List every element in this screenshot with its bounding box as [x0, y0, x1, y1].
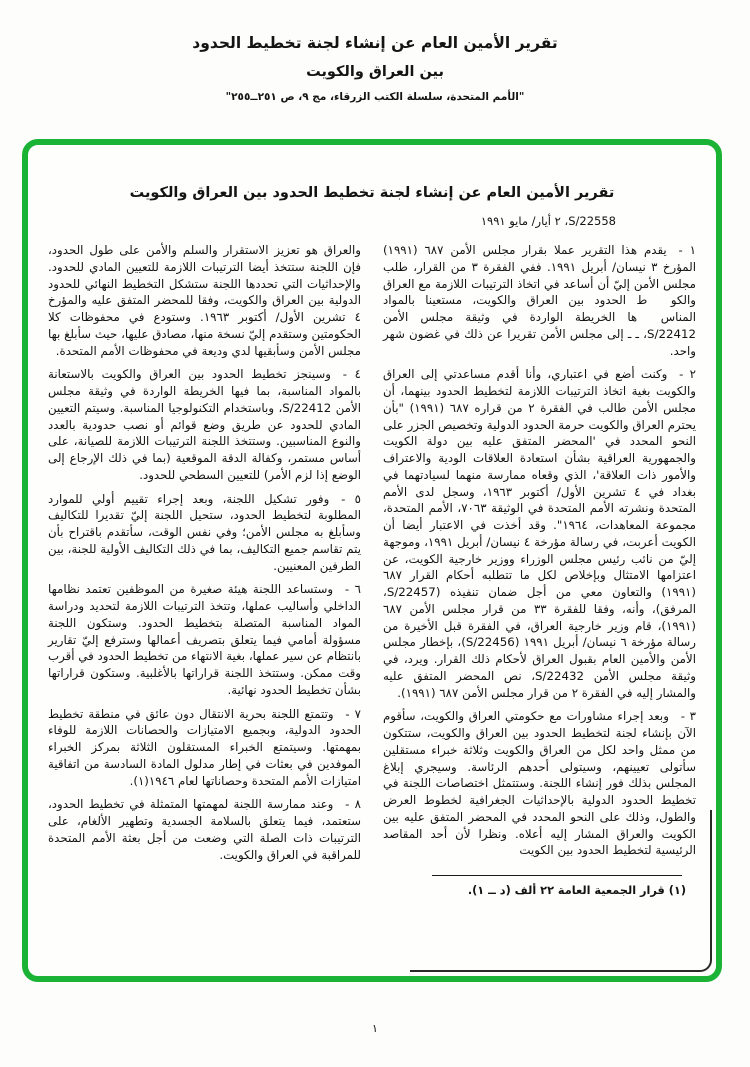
paragraph-6: ٦ - وستساعد اللجنة هيئة صغيرة من الموظفين تعتمد نظامها الداخلي وأساليب عملها، وتتخذ الترتيبات اللازمة لتحديد ودراسة المواد المناسبة المتصلة بتخطيط الحدود. وستكون اللجنة مسؤولة أمامي فيما يتعلق بتصريف أعمالها وسترفع إليّ تقارير بانتظام عن سير عملها، بغية الانتهاء من تخطيط الحدود في أقرب وقت ممكن. وستتخذ اللجنة قراراتها بالأغلبية. وستكون قراراتها بشأن تخطيط الحدود نهائية. — [48, 582, 361, 697]
highlight-border-box — [22, 139, 722, 982]
page-number: ١ — [372, 1022, 378, 1035]
footnote-text: (١) قرار الجمعية العامة ٢٢ ألف (د ــ ١). — [467, 884, 686, 897]
paragraph-3: ٣ - وبعد إجراء مشاورات مع حكومتي العراق والكويت، سأقوم الآن بإنشاء لجنة لتخطيط الحدود بين العراق والكويت، ستتكون من ممثل واحد لكل من العراق والكويت وثلاثة خبراء مستقلين سأتولى تعيينهم، وسيتولى أحدهم الرئاسة. وسيجري إبلاغ المجلس بذلك فور إنشاء اللجنة. وستتمثل اختصاصات اللجنة في تخطيط الحدود الدولية بالإحداثيات الجغرافية لخطوط العرض والطول، وذلك على النحو المحدد في المحضر المتفق عليه بين الكويت والعراق المشار إليه أعلاه. ونظرا لأن أحد المقاصد الرئيسية لتخطيط الحدود بين الكويت — [383, 709, 696, 858]
two-column-text — [28, 228, 716, 906]
page-header — [0, 34, 750, 103]
column-right — [383, 242, 696, 906]
paragraph-7: ٧ - وتتمتع اللجنة بحرية الانتقال دون عائق في منطقة تخطيط الحدود الدولية، وبجميع الامتيازات والحصانات اللازمة للوفاء بمهمتها. وسيتمتع الخبراء المستقلون الثلاثة بمركز الخبراء الموفدين في بعثات في إطار مدلول المادة السادسة من اتفاقية امتيازات الأمم المتحدة وحصاناتها لعام ١٩٤٦(١). — [48, 706, 361, 788]
paragraph-2: ٢ - وكنت أضع في اعتباري، وأنا أقدم مساعدتي إلى العراق والكويت بغية اتخاذ الترتيبات اللازمة لتخطيط الحدود بينهما، أن مجلس الأمن طالب في الفقرة ٢ من قراره ٦٨٧ (١٩٩١) "بأن يحترم العراق والكويت حرمة الحدود الدولية وتخصيص الجزر على النحو المحدد في 'المحضر المتفق عليه بين دولة الكويت والجمهورية العراقية بشأن استعادة العلاقات الودية والاعتراف والأمور ذات العلاقة'، الذي وقعاه ممارسة منهما لسيادتهما في بغداد في ٤ تشرين الأول/ أكتوبر ١٩٦٣، وسجل لدى الأمم المتحدة ونشرته الأمم المتحدة في الوثيقة ٧٠٦٣، الأمم المتحدة، مجموعة المعاهدات، ١٩٦٤". وقد أخذت في الاعتبار أيضا أن الكويت أعربت، في رسالة مؤرخة ٤ نيسان/ أبريل ١٩٩١، وموجهة إليّ من نائب رئيس مجلس الوزراء ووزير خارجية الكويت، عن اعتزامها الامتثال وبإخلاص لكل ما تتطلبه أحكام القرار ٦٨٧ (١٩٩١) والتعاون معي من أجل ضمان تنفيذه (S/22457، المرفق)، وأنه، وفقا للفقرة ٣٣ من قرار مجلس الأمن ٦٨٧ (١٩٩١)، قام وزير خارجية العراق، في الفقرة قبل الأخيرة من رسالة مؤرخة ٦ نيسان/ أبريل ١٩٩١ (S/22456)، بإخطار مجلس الأمن والأمين العام بقبول العراق لأحكام ذلك القرار. ويرد، في وثيقة مجلس الأمن S/22432، نص المحضر المتفق عليه والمشار إليه في الفقرة ٢ من قرار مجلس الأمن ٦٨٧ (١٩٩١). — [383, 367, 697, 700]
document-title: تقرير الأمين العام عن إنشاء لجنة تخطيط الحدود بين العراق والكويت — [129, 185, 615, 201]
paragraph-5: ٥ - وفور تشكيل اللجنة، وبعد إجراء تقييم أولي للموارد المطلوبة لتخطيط الحدود، ستحيل اللجنة إليّ تقديرا للتكاليف وسأبلغ به مجلس الأمن؛ وفي نفس الوقت، سأتقدم باقتراح بأن يتم تقاسم جميع التكاليف، بما في ذلك التكاليف الأولية للجنة، بين الطرفين المعنيين. — [48, 491, 361, 573]
paragraph-8: ٨ - وعند ممارسة اللجنة لمهمتها المتمثلة في تخطيط الحدود، ستعتمد، فيما يتعلق بالسلامة الجسدية وتطهير الألغام، على الترتيبات ذات الصلة التي وضعت من أجل بعثة الأمم المتحدة للمراقبة في العراق والكويت. — [48, 797, 361, 862]
report-title-line2: بين العراق والكويت — [306, 64, 444, 80]
report-title-line1: تقرير الأمين العام عن إنشاء لجنة تخطيط الحدود — [192, 34, 558, 52]
paragraph-4: ٤ - وسينجز تخطيط الحدود بين العراق والكويت بالاستعانة بالمواد المناسبة، بما فيها الخريطة الواردة في وثيقة مجلس الأمن S/22412، وباستخدام التكنولوجيا المناسبة. وسيتم التعيين المادي للحدود عن طريق وضع قوائم أو نصب حدودية بالعدد والنوع المناسبين. وستتخذ اللجنة الترتيبات اللازمة للصيانة، على أساس مستمر، وكفالة الدقة الموقعية (بما في ذلك الإرجاع إلى الوضع إذا لزم الأمر) للتعيين السطحي للحدود. — [48, 367, 362, 482]
footnote-separator-rule — [432, 875, 682, 876]
document-symbol-and-date: S/22558، ٢ أيار/ مايو ١٩٩١ — [480, 214, 616, 228]
paragraph-1: ١ - يقدم هذا التقرير عملا بقرار مجلس الأمن ٦٨٧ (١٩٩١) المؤرخ ٣ نيسان/ أبريل ١٩٩١. ففي الفقرة ٣ من القرار، طلب مجلس الأمن إليّ أن أساعد في اتخاذ الترتيبات اللازمة مع العراق والكو ط الحدود بين العراق والكويت، مستعينا بالمواد المناس ها الخريطة الواردة في وثيقة مجلس الأمن S/22412، ـ ـ إلى مجلس الأمن تقريرا عن ذلك في غضون شهر واحد. — [383, 243, 696, 358]
footnote-block — [383, 875, 696, 899]
paragraph-3-continued: والعراق هو تعزيز الاستقرار والسلم والأمن على طول الحدود، فإن اللجنة ستتخذ أيضا الترتيبات اللازمة للتعيين المادي للحدود. والإحداثيات التي تحددها اللجنة ستشكل التخطيط النهائي للحدود الدولية بين العراق والكويت، وفقا للمحضر المتفق عليه والمؤرخ ٤ تشرين الأول/ أكتوبر ١٩٦٣. وستودع في محفوظات كلا الحكومتين وستقدم إليّ نسخة منها، مصادق عليها، حيث سأبلغ بها مجلس الأمن وسأبقيها لدي وديعة في محفوظات الأمم المتحدة. — [48, 243, 361, 358]
source-citation: "الأمم المتحدة، سلسلة الكتب الزرقاء، مج ٩، ص ٢٥١ــ٢٥٥" — [225, 91, 525, 103]
column-left — [48, 242, 361, 906]
